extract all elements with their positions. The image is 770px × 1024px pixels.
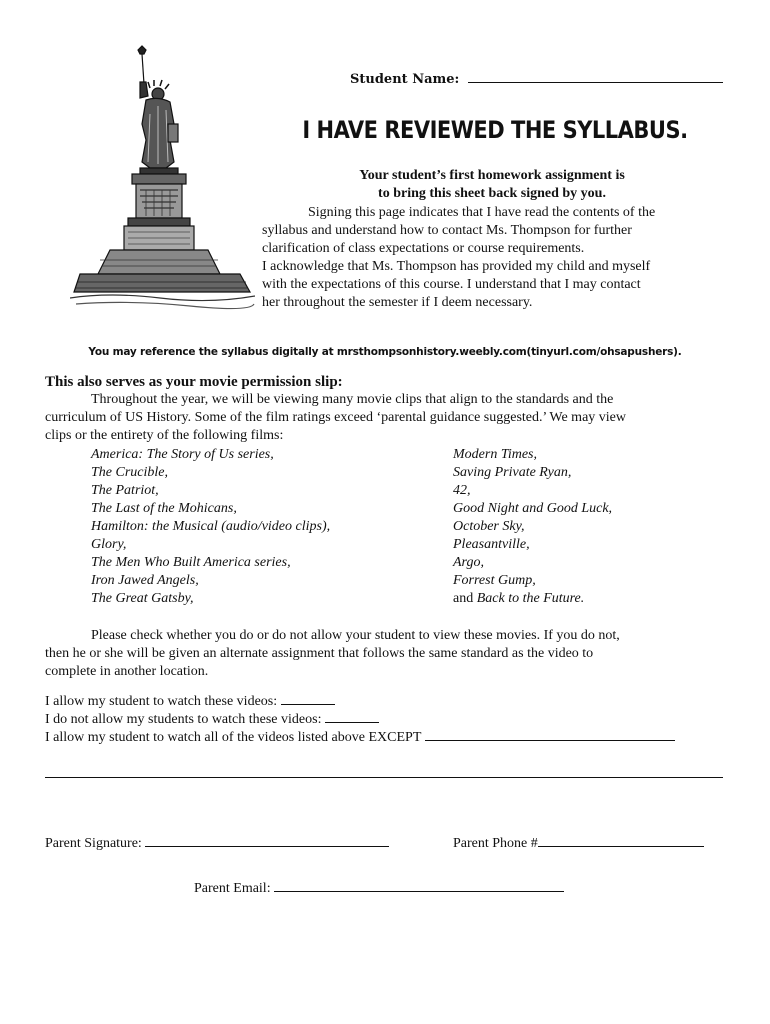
check-line-3: complete in another location.: [45, 664, 209, 679]
film-item-last: [453, 590, 584, 608]
intro-line-4: I acknowledge that Ms. Thompson has provided my child and myself: [262, 259, 651, 274]
film-item: October Sky,: [453, 519, 525, 534]
intro-line-3: clarification of class expectations or course requirements.: [262, 241, 585, 256]
parent-phone-line[interactable]: [538, 832, 704, 847]
student-name-label: Student Name:: [350, 72, 460, 87]
disallow-videos-blank[interactable]: [325, 708, 379, 723]
assignment-note: [262, 167, 722, 203]
allow-except-label: I allow my student to watch all of the videos listed above EXCEPT: [45, 730, 422, 745]
disallow-videos-label: I do not allow my students to watch these videos:: [45, 712, 322, 727]
parent-signature-line[interactable]: [145, 832, 389, 847]
parent-signature-field: [45, 832, 389, 853]
film-item: Good Night and Good Luck,: [453, 501, 613, 516]
intro-line-6: her throughout the semester if I deem necessary.: [262, 295, 533, 310]
permission-line-1: Throughout the year, we will be viewing many movie clips that align to the standards and the: [91, 392, 614, 407]
allow-videos-blank[interactable]: [281, 690, 335, 705]
student-name-input-line[interactable]: [468, 68, 723, 83]
syllabus-reference: You may reference the syllabus digitally at mrsthompsonhistory.weebly.com(tinyurl.com/ohsapushers).: [88, 346, 682, 358]
film-item: The Men Who Built America series,: [91, 555, 291, 570]
check-paragraph: [45, 627, 725, 681]
allow-except-row: [45, 726, 675, 747]
parent-email-field: [194, 877, 564, 898]
intro-paragraph: [262, 204, 712, 312]
film-item: The Crucible,: [91, 465, 168, 480]
film-item: America: The Story of Us series,: [91, 447, 274, 462]
parent-signature-label: Parent Signature:: [45, 836, 142, 851]
film-item: Pleasantville,: [453, 537, 530, 552]
parent-email-label: Parent Email:: [194, 881, 271, 896]
statue-of-liberty-illustration: [70, 44, 255, 316]
assignment-line-1: Your student’s first homework assignment is: [359, 168, 625, 183]
intro-line-1: Signing this page indicates that I have read the contents of the: [308, 205, 656, 220]
film-item: Argo,: [453, 555, 484, 570]
film-item: Hamilton: the Musical (audio/video clips),: [91, 519, 331, 534]
film-item: Saving Private Ryan,: [453, 465, 572, 480]
except-continuation-line[interactable]: [45, 777, 723, 778]
parent-phone-field: [453, 832, 704, 853]
assignment-line-2: to bring this sheet back signed by you.: [378, 186, 606, 201]
film-item: The Great Gatsby,: [91, 591, 194, 606]
check-line-1: Please check whether you do or do not allow your student to view these movies. If you do not,: [91, 628, 620, 643]
student-name-field: [350, 68, 723, 87]
intro-line-5: with the expectations of this course. I understand that I may contact: [262, 277, 641, 292]
film-last-title: Back to the Future.: [476, 591, 585, 606]
parent-phone-label: Parent Phone #: [453, 836, 538, 851]
allow-except-blank[interactable]: [425, 726, 675, 741]
page-title: I HAVE REVIEWED THE SYLLABUS.: [302, 116, 688, 144]
film-item: The Last of the Mohicans,: [91, 501, 237, 516]
film-last-prefix: and: [453, 591, 477, 606]
film-item: Forrest Gump,: [453, 573, 536, 588]
film-item: The Patriot,: [91, 483, 159, 498]
permission-line-2: curriculum of US History. Some of the film ratings exceed ‘parental guidance suggested.’ We may view: [45, 410, 626, 425]
film-item: Iron Jawed Angels,: [91, 573, 199, 588]
permission-heading: This also serves as your movie permission slip:: [45, 374, 343, 390]
parent-email-line[interactable]: [274, 877, 564, 892]
permission-body: [45, 391, 725, 445]
allow-videos-label: I allow my student to watch these videos:: [45, 694, 278, 709]
check-line-2: then he or she will be given an alternate assignment that follows the same standard as the video to: [45, 646, 594, 661]
permission-line-3: clips or the entirety of the following films:: [45, 428, 284, 443]
intro-line-2: syllabus and understand how to contact Ms. Thompson for further: [262, 223, 632, 238]
film-item: Modern Times,: [453, 447, 537, 462]
film-item: 42,: [453, 483, 471, 498]
film-item: Glory,: [91, 537, 127, 552]
